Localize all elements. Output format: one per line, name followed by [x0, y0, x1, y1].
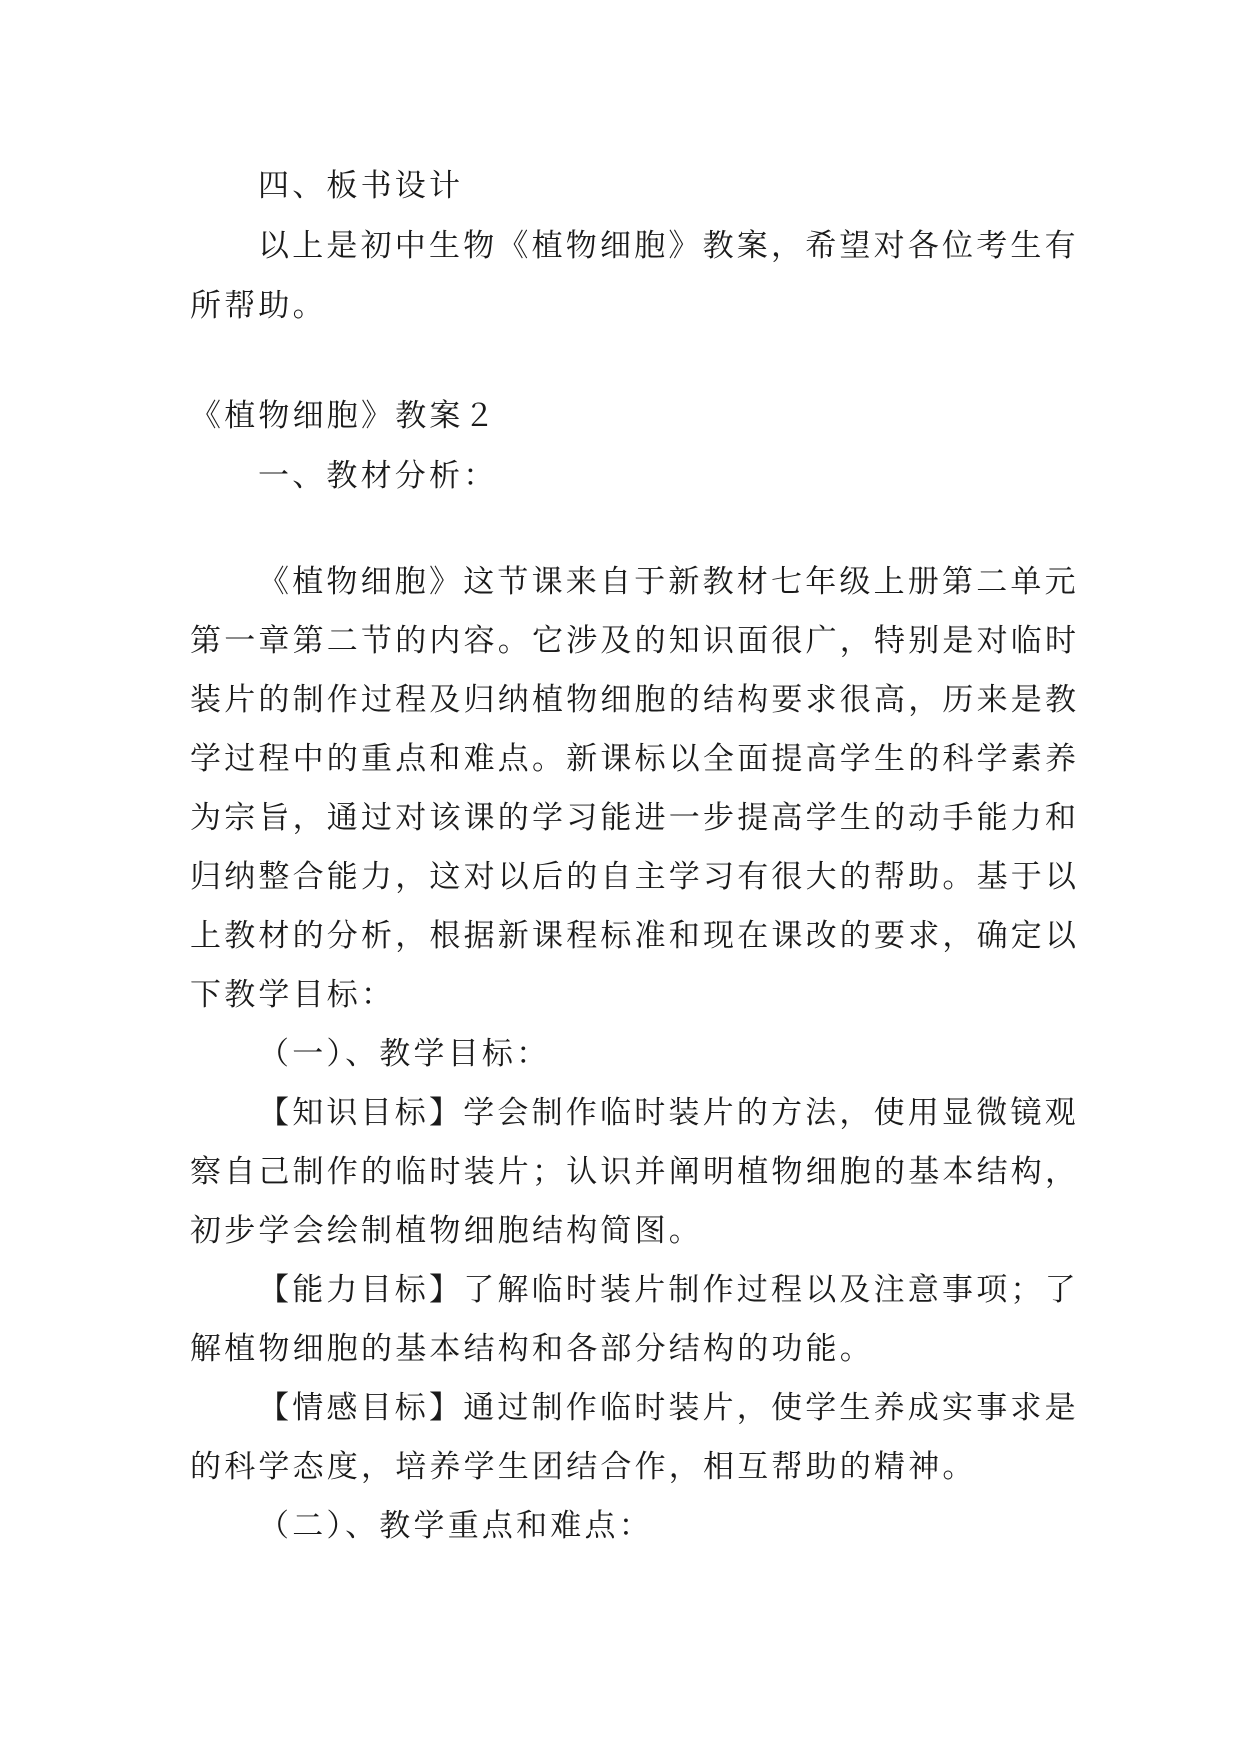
- paragraph-line: 下教学目标：: [190, 977, 396, 1013]
- paragraph-line: 第一章第二节的内容。它涉及的知识面很广，特别是对临时: [190, 623, 1080, 659]
- paragraph-line: 所帮助。: [190, 288, 327, 324]
- section-heading-board-design: 四、板书设计: [258, 168, 464, 204]
- paragraph-line: 【能力目标】了解临时装片制作过程以及注意事项；了: [258, 1272, 1079, 1308]
- lesson-plan-title: 《植物细胞》教案２: [190, 398, 498, 434]
- paragraph-line: 学过程中的重点和难点。新课标以全面提高学生的科学素养: [190, 741, 1080, 777]
- paragraph-line: 的科学态度，培养学生团结合作，相互帮助的精神。: [190, 1449, 977, 1485]
- paragraph-line: 【情感目标】通过制作临时装片，使学生养成实事求是: [258, 1390, 1079, 1426]
- paragraph-line: 归纳整合能力，这对以后的自主学习有很大的帮助。基于以: [190, 859, 1080, 895]
- section-heading-material-analysis: 一、教材分析：: [258, 458, 498, 494]
- paragraph-line: 【知识目标】学会制作临时装片的方法，使用显微镜观: [258, 1095, 1079, 1131]
- paragraph-line: 为宗旨，通过对该课的学习能进一步提高学生的动手能力和: [190, 800, 1080, 836]
- paragraph-line: 《植物细胞》这节课来自于新教材七年级上册第二单元: [258, 564, 1079, 600]
- paragraph-line: 初步学会绘制植物细胞结构简图。: [190, 1213, 703, 1249]
- paragraph-line: 上教材的分析，根据新课程标准和现在课改的要求，确定以: [190, 918, 1080, 954]
- paragraph-line: 察自己制作的临时装片；认识并阐明植物细胞的基本结构，: [190, 1154, 1080, 1190]
- subsection-heading-teaching-goals: （一）、教学目标：: [258, 1036, 551, 1072]
- paragraph-line: 解植物细胞的基本结构和各部分结构的功能。: [190, 1331, 874, 1367]
- paragraph-line: 以上是初中生物《植物细胞》教案，希望对各位考生有: [258, 228, 1079, 264]
- subsection-heading-key-points: （二）、教学重点和难点：: [258, 1508, 653, 1544]
- paragraph-line: 装片的制作过程及归纳植物细胞的结构要求很高，历来是教: [190, 682, 1080, 718]
